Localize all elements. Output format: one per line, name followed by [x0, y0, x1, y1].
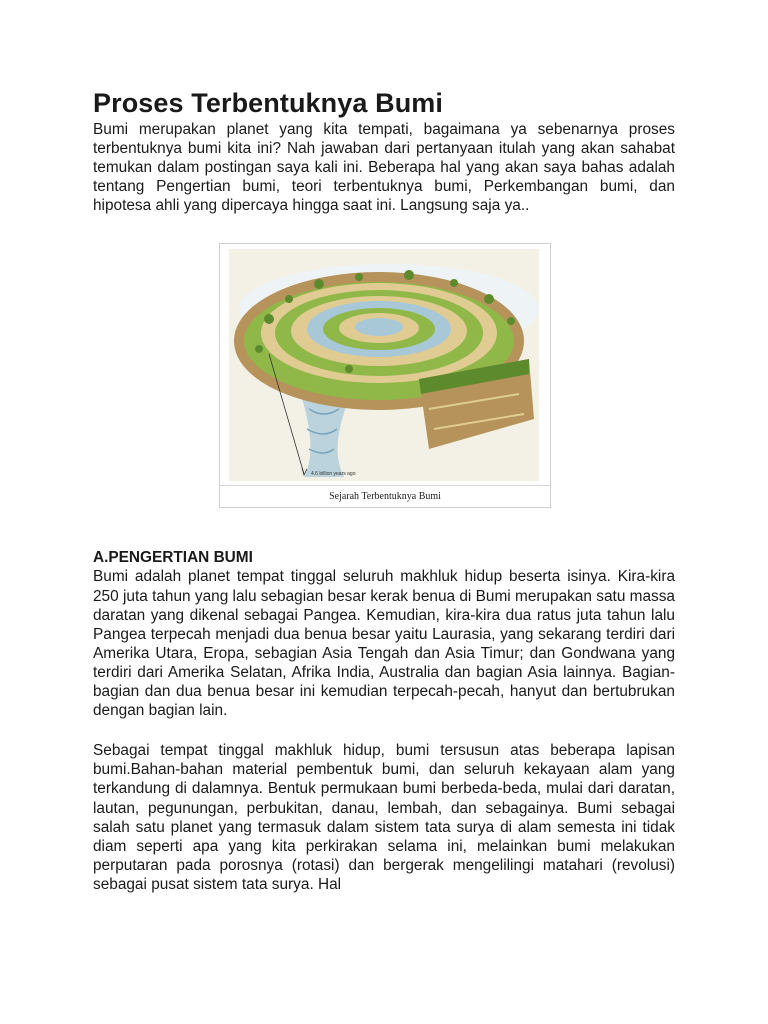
section-heading: A.PENGERTIAN BUMI — [93, 549, 253, 567]
geologic-time-spiral-image — [229, 249, 539, 481]
document-page — [93, 86, 675, 894]
section-paragraph-2: Sebagai tempat tinggal makhluk hidup, bumi tersusun atas beberapa lapisan bumi.Bahan-bahan material pembentuk bumi, dan seluruh kekayaan alam yang terkandung di dalamnya. Bentuk permukaan bumi berbeda-beda, mulai dari daratan, lautan, pegunungan, perbukitan, danau, lembah, dan sebagainya. Bumi sebagai salah satu planet yang termasuk dalam sistem tata surya di alam semesta ini tidak diam seperti apa yang kita perkirakan selama ini, melainkan bumi melakukan perputaran pada porosnya (rotasi) dan bergerak mengelilingi matahari (revolusi) sebagai pusat sistem tata surya. Hal — [93, 742, 675, 893]
figure-caption: Sejarah Terbentuknya Bumi — [220, 485, 550, 507]
section-paragraph-1: Bumi adalah planet tempat tinggal seluruh makhluk hidup beserta isinya. Kira-kira 250 juta tahun yang lalu sebagian besar kerak benua di Bumi merupakan satu massa daratan yang dikenal sebagai Pangea. Kemudian, kira-kira dua ratus juta tahun lalu Pangea terpecah menjadi dua benua besar yaitu Laurasia, yang sekarang terdiri dari Amerika Utara, Eropa, sebagian Asia Tengah dan Asia Timur; dan Gondwana yang terdiri dari Amerika Selatan, Afrika India, Australia dan bagian Asia lainnya. Bagian-bagian dan dua benua besar ini kemudian terpecah-pecah, hanyut dan bertubrukan dengan bagian lain. — [93, 568, 675, 720]
document-title: Proses Terbentuknya Bumi — [93, 88, 443, 118]
intro-paragraph: Bumi merupakan planet yang kita tempati, bagaimana ya sebenarnya proses terbentuknya bumi kita ini? Nah jawaban dari pertanyaan itulah yang akan sahabat temukan dalam postingan saya kali ini. Beberapa hal yang akan saya bahas adalah tentang Pengertian bumi, teori terbentuknya bumi, Perkembangan bumi, dan hipotesa ahli yang dipercaya hingga saat ini. Langsung saja ya.. — [93, 121, 675, 215]
image-time-label: 4.6 billion years ago — [311, 471, 356, 478]
figure — [219, 243, 551, 508]
